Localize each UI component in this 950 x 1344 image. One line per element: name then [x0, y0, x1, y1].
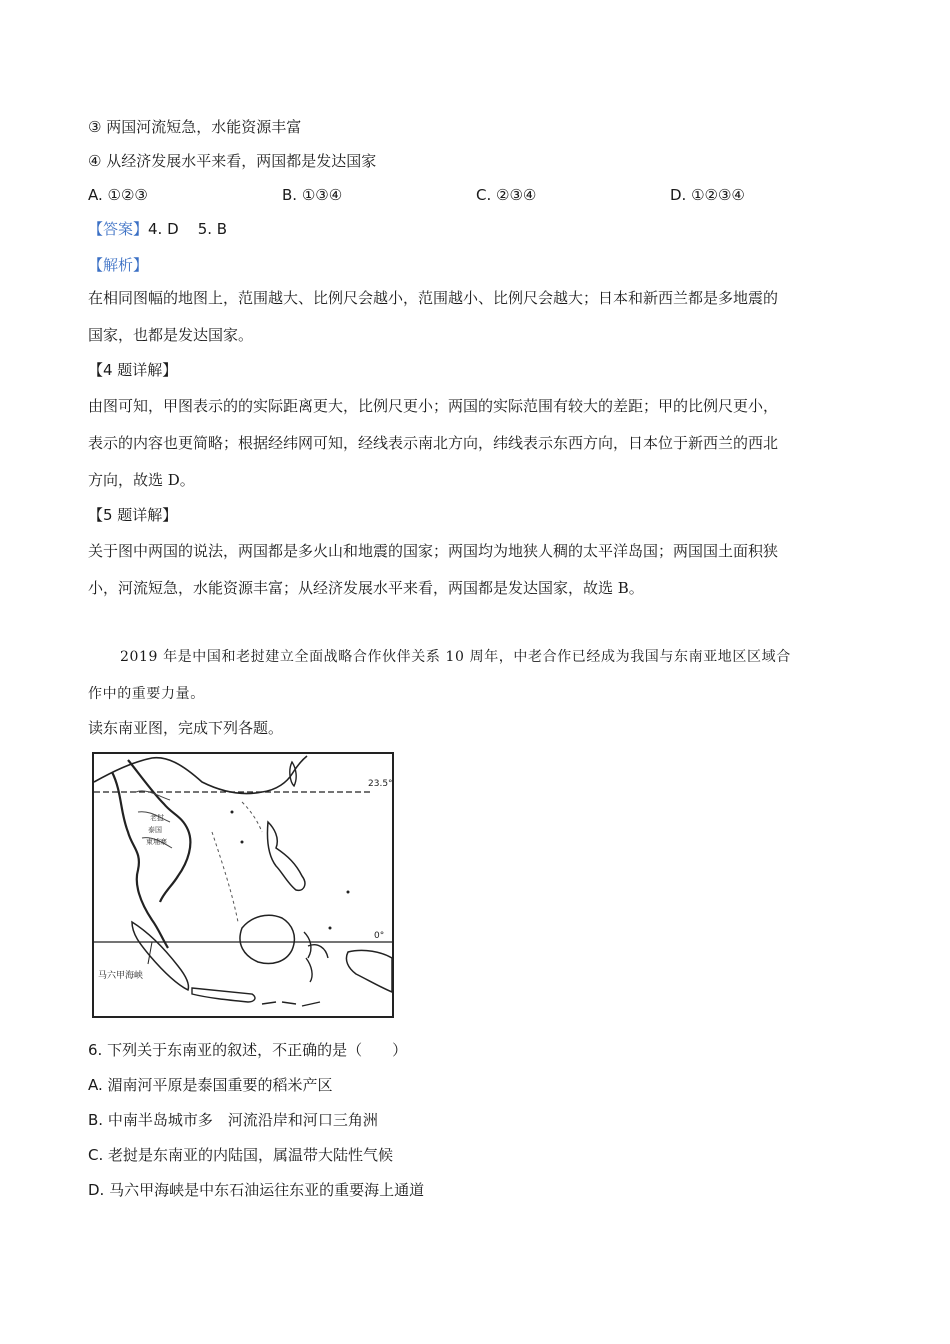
- q6-stem: 6. 下列关于东南亚的叙述，不正确的是（ ）: [88, 1041, 408, 1059]
- intro-line-3: 读东南亚图，完成下列各题。: [88, 719, 284, 737]
- statement-4: ④ 从经济发展水平来看，两国都是发达国家: [88, 152, 377, 170]
- analysis-line-2: 国家，也都是发达国家。: [88, 326, 254, 344]
- island-dot: [231, 811, 234, 814]
- equator-label: 0°: [374, 931, 385, 941]
- country-label: 老挝: [150, 814, 164, 822]
- southeast-asia-map: [92, 752, 394, 1018]
- option-d: D. ①②③④: [670, 186, 745, 204]
- detail4-line-3: 方向，故选 D。: [88, 471, 195, 489]
- answer-label: 【答案】: [88, 220, 149, 238]
- q6-option-d: D. 马六甲海峡是中东石油运往东亚的重要海上通道: [88, 1181, 425, 1199]
- answer-text: 4. D 5. B: [148, 220, 228, 238]
- option-a: A. ①②③: [88, 186, 148, 204]
- island-dot: [329, 927, 332, 930]
- detail4-line-1: 由图可知，甲图表示的的实际距离更大，比例尺更小；两国的实际范围有较大的差距；甲的比例尺更小，: [88, 397, 779, 415]
- statement-3: ③ 两国河流短急，水能资源丰富: [88, 118, 302, 136]
- detail4-label: 【4 题详解】: [88, 361, 178, 379]
- answer-line: [88, 219, 227, 239]
- detail5-line-2: 小，河流短急，水能资源丰富；从经济发展水平来看，两国都是发达国家，故选 B。: [88, 579, 644, 597]
- option-c: C. ②③④: [476, 186, 537, 204]
- detail5-line-1: 关于图中两国的说法，两国都是多火山和地震的国家；两国均为地狭人稠的太平洋岛国；两国国土面积狭: [88, 542, 779, 560]
- detail5-label: 【5 题详解】: [88, 506, 178, 524]
- intro-line-1: 2019 年是中国和老挝建立全面战略合作伙伴关系 10 周年，中老合作已经成为我国与东南亚地区区域合: [120, 649, 791, 665]
- q6-option-a: A. 湄南河平原是泰国重要的稻米产区: [88, 1076, 333, 1094]
- q6-option-c: C. 老挝是东南亚的内陆国，属温带大陆性气候: [88, 1146, 394, 1164]
- tropic-label: 23.5°: [368, 779, 393, 789]
- analysis-label: 【解析】: [88, 256, 149, 274]
- option-b: B. ①③④: [282, 186, 343, 204]
- island-dot: [241, 841, 244, 844]
- analysis-line-1: 在相同图幅的地图上，范围越大、比例尺会越小，范围越小、比例尺会越大；日本和新西兰都是多地震的: [88, 289, 779, 307]
- strait-label: 马六甲海峡: [98, 971, 144, 981]
- detail4-line-2: 表示的内容也更简略；根据经纬网可知，经线表示南北方向，纬线表示东西方向，日本位于新西兰的西北: [88, 434, 779, 452]
- country-label: 柬埔寨: [146, 838, 167, 846]
- q6-option-b: B. 中南半岛城市多 河流沿岸和河口三角洲: [88, 1111, 378, 1129]
- country-label: 泰国: [148, 826, 162, 834]
- intro-line-2: 作中的重要力量。: [88, 686, 205, 702]
- map-svg: [92, 752, 394, 1018]
- island-dot: [347, 891, 350, 894]
